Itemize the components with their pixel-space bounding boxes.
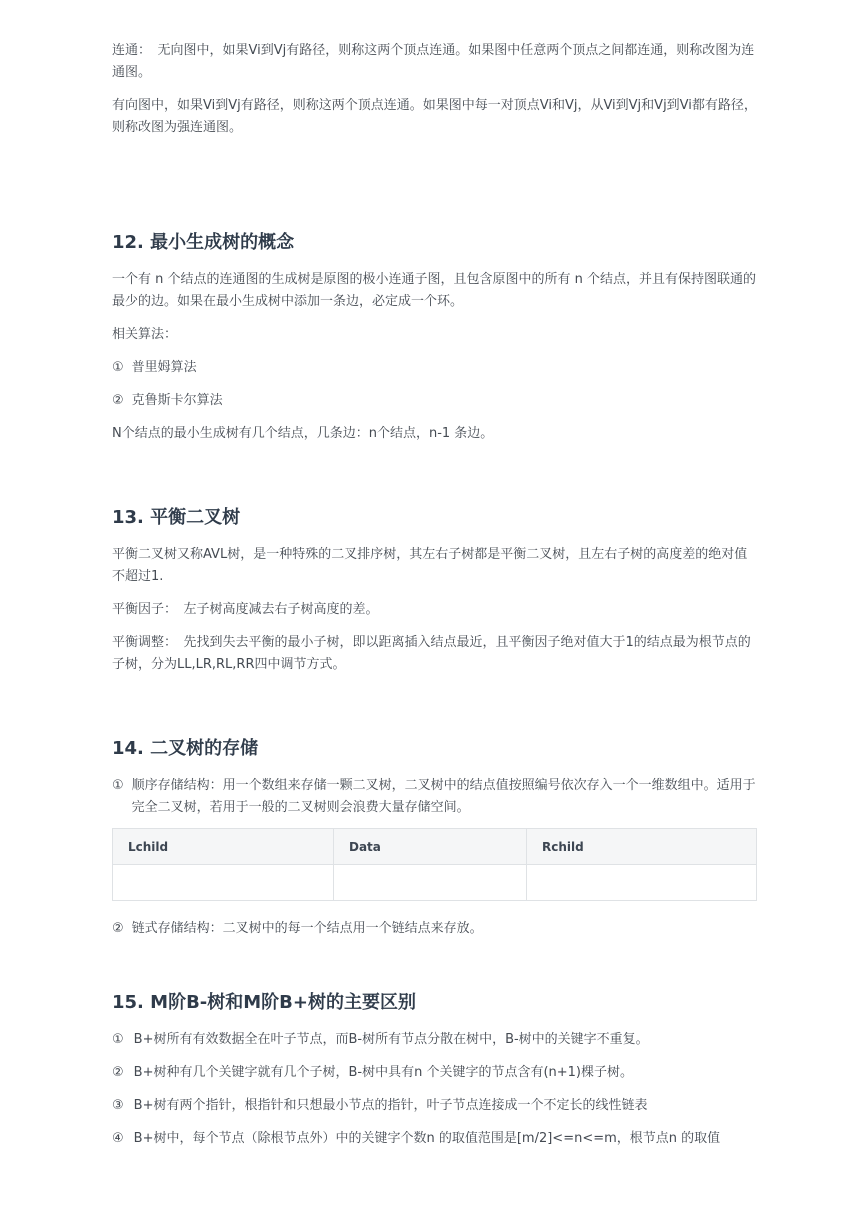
list-marker: ②	[112, 393, 124, 408]
list-item	[112, 1062, 757, 1084]
related-algorithms-label: 相关算法：	[112, 327, 178, 342]
document-page	[112, 40, 757, 1161]
section-12-heading: 12. 最小生成树的概念	[112, 232, 295, 253]
list-marker: ①	[112, 1032, 124, 1047]
table-row	[113, 865, 757, 901]
table-header-data: Data	[334, 829, 527, 865]
section-13-heading: 13. 平衡二叉树	[112, 507, 241, 528]
balance-adjust-paragraph: 平衡调整： 先找到失去平衡的最小子树，即以距离插入结点最近，且平衡因子绝对值大于1的结点最为根节点的子树，分为LL,LR,RL,RR四中调节方式。	[112, 635, 751, 672]
strong-connectivity-paragraph: 有向图中，如果Vi到Vj有路径，则称这两个顶点连通。如果图中每一对顶点Vi和Vj，从Vi到Vj和Vj到Vi都有路径，则称改图为强连通图。	[112, 98, 757, 135]
balance-factor-paragraph: 平衡因子： 左子树高度减去右子树高度的差。	[112, 602, 379, 617]
list-item	[112, 1128, 757, 1150]
table-header-lchild: Lchild	[113, 829, 334, 865]
table-cell	[334, 865, 527, 901]
list-item-text: 链式存储结构：二叉树中的每一个结点用一个链结点来存放。	[131, 921, 483, 936]
table-cell	[113, 865, 334, 901]
list-item	[112, 1095, 757, 1117]
list-item	[112, 775, 757, 819]
list-item-text: 顺序存储结构：用一个数组来存储一颗二叉树，二叉树中的结点值按照编号依次存入一个一维数组中。适用于完全二叉树，若用于一般的二叉树则会浪费大量存储空间。	[131, 778, 756, 815]
list-item-text: 普里姆算法	[131, 360, 197, 375]
list-item	[112, 1029, 757, 1051]
list-marker: ④	[112, 1131, 124, 1146]
list-marker: ①	[112, 360, 124, 375]
list-item-text: B+树种有几个关键字就有几个子树，B-树中具有n 个关键字的节点含有(n+1)棵子树。	[133, 1065, 633, 1080]
list-marker: ②	[112, 921, 124, 936]
section-15-heading: 15. M阶B-树和M阶B+树的主要区别	[112, 992, 416, 1013]
table-cell	[527, 865, 757, 901]
list-item-text: 克鲁斯卡尔算法	[131, 393, 223, 408]
list-item-text: B+树有两个指针，根指针和只想最小节点的指针，叶子节点连接成一个不定长的线性链表	[133, 1098, 648, 1113]
list-marker: ③	[112, 1098, 124, 1113]
list-item	[112, 390, 757, 412]
list-marker: ①	[112, 778, 124, 793]
list-item-text: B+树中，每个节点（除根节点外）中的关键字个数n 的取值范围是[m/2]<=n<=m，根节点n 的取值	[133, 1131, 721, 1146]
mst-edges-paragraph: N个结点的最小生成树有几个结点，几条边：n个结点，n-1 条边。	[112, 426, 494, 441]
table-header-rchild: Rchild	[527, 829, 757, 865]
list-item	[112, 918, 757, 940]
list-item	[112, 357, 757, 379]
binary-tree-node-table	[112, 828, 757, 901]
section-14-heading: 14. 二叉树的存储	[112, 738, 259, 759]
list-marker: ②	[112, 1065, 124, 1080]
table-header-row	[113, 829, 757, 865]
list-item-text: B+树所有有效数据全在叶子节点，而B-树所有节点分散在树中，B-树中的关键字不重复。	[133, 1032, 649, 1047]
avl-definition-paragraph: 平衡二叉树又称AVL树，是一种特殊的二叉排序树，其左右子树都是平衡二叉树，且左右子树的高度差的绝对值不超过1.	[112, 547, 748, 584]
mst-definition-paragraph: 一个有 n 个结点的连通图的生成树是原图的极小连通子图，且包含原图中的所有 n 个结点，并且有保持图联通的最少的边。如果在最小生成树中添加一条边，必定成一个环。	[112, 272, 757, 309]
connectivity-paragraph: 连通： 无向图中，如果Vi到Vj有路径，则称这两个顶点连通。如果图中任意两个顶点之间都连通，则称改图为连通图。	[112, 43, 755, 80]
